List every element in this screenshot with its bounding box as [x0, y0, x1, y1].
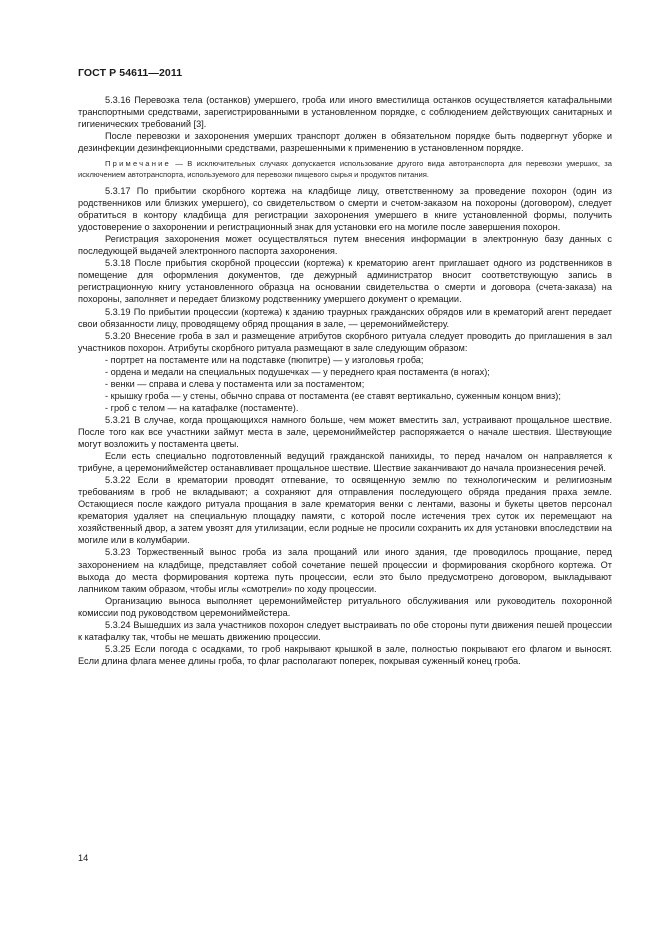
- paragraph: Организацию выноса выполняет церемониймейстер ритуального обслуживания или руководитель похоронной комиссии под руководством церемониймейстера.: [78, 595, 612, 618]
- list-item: - крышку гроба — у стены, обычно справа от постамента (ее ставят вертикально, суженным концом вниз);: [105, 390, 561, 401]
- page-header-title: ГОСТ Р 54611—2011: [78, 67, 183, 79]
- note-text: — В исключительных случаях допускается использование другого вида автотранспорта для перевозки умерших, за исключением автотранспорта, используемого для перевозки пищевого сырья и продуктов питания.: [78, 159, 612, 179]
- note: [78, 159, 612, 180]
- list-item: - ордена и медали на специальных подушечках — у переднего края постамента (в ногах);: [105, 366, 490, 377]
- list-item: - венки — справа и слева у постамента или за постаментом;: [105, 378, 365, 389]
- paragraph-5-3-22: 5.3.22 Если в крематории проводят отпевание, то освященную землю по технологическим и религиозным требованиям в гроб не вкладывают; а сохраняют для отправления последующего обряда предания праха земле. Остающиеся после каждого ритуала прощания в зале крематория венки с лентами, вазоны и букеты цветов персонал крематория удаляет на специальную площадку памяти, с которой после истечения трех суток их перемещают на хозяйственный двор, а затем увозят для утилизации, если родные не просили сохранить их для установки впоследствии на могиле или в колумбарии.: [78, 475, 612, 546]
- paragraph-5-3-21: 5.3.21 В случае, когда прощающихся намного больше, чем может вместить зал, устраивают прощальное шествие. После того как все участники займут места в зале, церемониймейстер распоряжается о начале шествия. Шествующие могут возложить у постамента цветы.: [78, 414, 612, 450]
- paragraph-5-3-23: 5.3.23 Торжественный вынос гроба из зала прощаний или иного здания, где проводилось прощание, перед захоронением на кладбище, представляет собой сочетание пешей процессии и формирования скорбного кортежа. От выхода до места формирования кортежа путь процессии, если это было предусмотрено договором, выкладывают лапником таким образом, чтобы иглы «смотрели» по ходу процессии.: [78, 547, 612, 594]
- paragraph-5-3-20: 5.3.20 Внесение гроба в зал и размещение атрибутов скорбного ритуала следует проводить до приглашения в зал участников похорон. Атрибуты скорбного ритуала размещают в зале следующим образом:: [78, 330, 612, 353]
- paragraph-5-3-25: 5.3.25 Если погода с осадками, то гроб накрывают крышкой в зале, полностью покрывают его флагом и выносят. Если длина флага менее длины гроба, то флаг располагают поперек, покрывая суженный конец гроба.: [78, 643, 612, 666]
- paragraph-5-3-24: 5.3.24 Вышедших из зала участников похорон следует выстраивать по обе стороны пути движения пешей процессии к катафалку так, чтобы не мешать движению процессии.: [78, 619, 612, 642]
- list-item: - портрет на постаменте или на подставке (пюпитре) — у изголовья гроба;: [105, 354, 424, 365]
- page-number: 14: [78, 853, 89, 863]
- list-item: - гроб с телом — на катафалке (постаменте).: [105, 402, 299, 413]
- paragraph-5-3-17: 5.3.17 По прибытии скорбного кортежа на кладбище лицу, ответственному за проведение похорон (один из родственников или близких умершего), со свидетельством о смерти и счетом-заказом на похороны (договором), следует обратиться в контору кладбища для регистрации захоронения умершего в книге установленной формы, получить удостоверение о захоронении и регистрационный знак для установки его на могиле после завершения похорон.: [78, 186, 612, 233]
- paragraph: Если есть специально подготовленный ведущий гражданской панихиды, то перед началом он направляется к трибуне, а церемониймейстер останавливает прощальное шествие. Шествие заканчивают до начала произнесения речей.: [78, 451, 612, 474]
- paragraph-5-3-18: 5.3.18 После прибытия скорбной процессии (кортежа) к крематорию агент приглашает одного из родственников в помещение для оформления документов, где дежурный администратор вносит соответствующую запись в регистрационную книгу установленного образца на основании свидетельства о смерти и договора (счета-заказа) на похороны, заполняет и передает близкому родственнику умершего документ о кремации.: [78, 258, 612, 305]
- paragraph: После перевозки и захоронения умерших транспорт должен в обязательном порядке быть подвергнут уборке и дезинфекции дезинфекционными средствами, разрешенными к применению в установленном порядке.: [78, 131, 612, 154]
- paragraph-5-3-19: 5.3.19 По прибытии процессии (кортежа) к зданию траурных гражданских обрядов или в крематорий агент передает свои обязанности лицу, проводящему обряд прощания в зале, — церемониймейстеру.: [78, 306, 612, 329]
- paragraph-5-3-16: 5.3.16 Перевозка тела (останков) умершего, гроба или иного вместилища останков осуществляется катафальными транспортными средствами, зарегистрированными в установленном порядке, с соблюдением действующих санитарных и гигиенических требований [3].: [78, 95, 612, 130]
- note-label: Примечание: [105, 159, 171, 169]
- document-body: [78, 94, 612, 667]
- paragraph: Регистрация захоронения может осуществляться путем внесения информации в электронную базу данных с последующей выдачей электронного паспорта захоронения.: [78, 234, 612, 257]
